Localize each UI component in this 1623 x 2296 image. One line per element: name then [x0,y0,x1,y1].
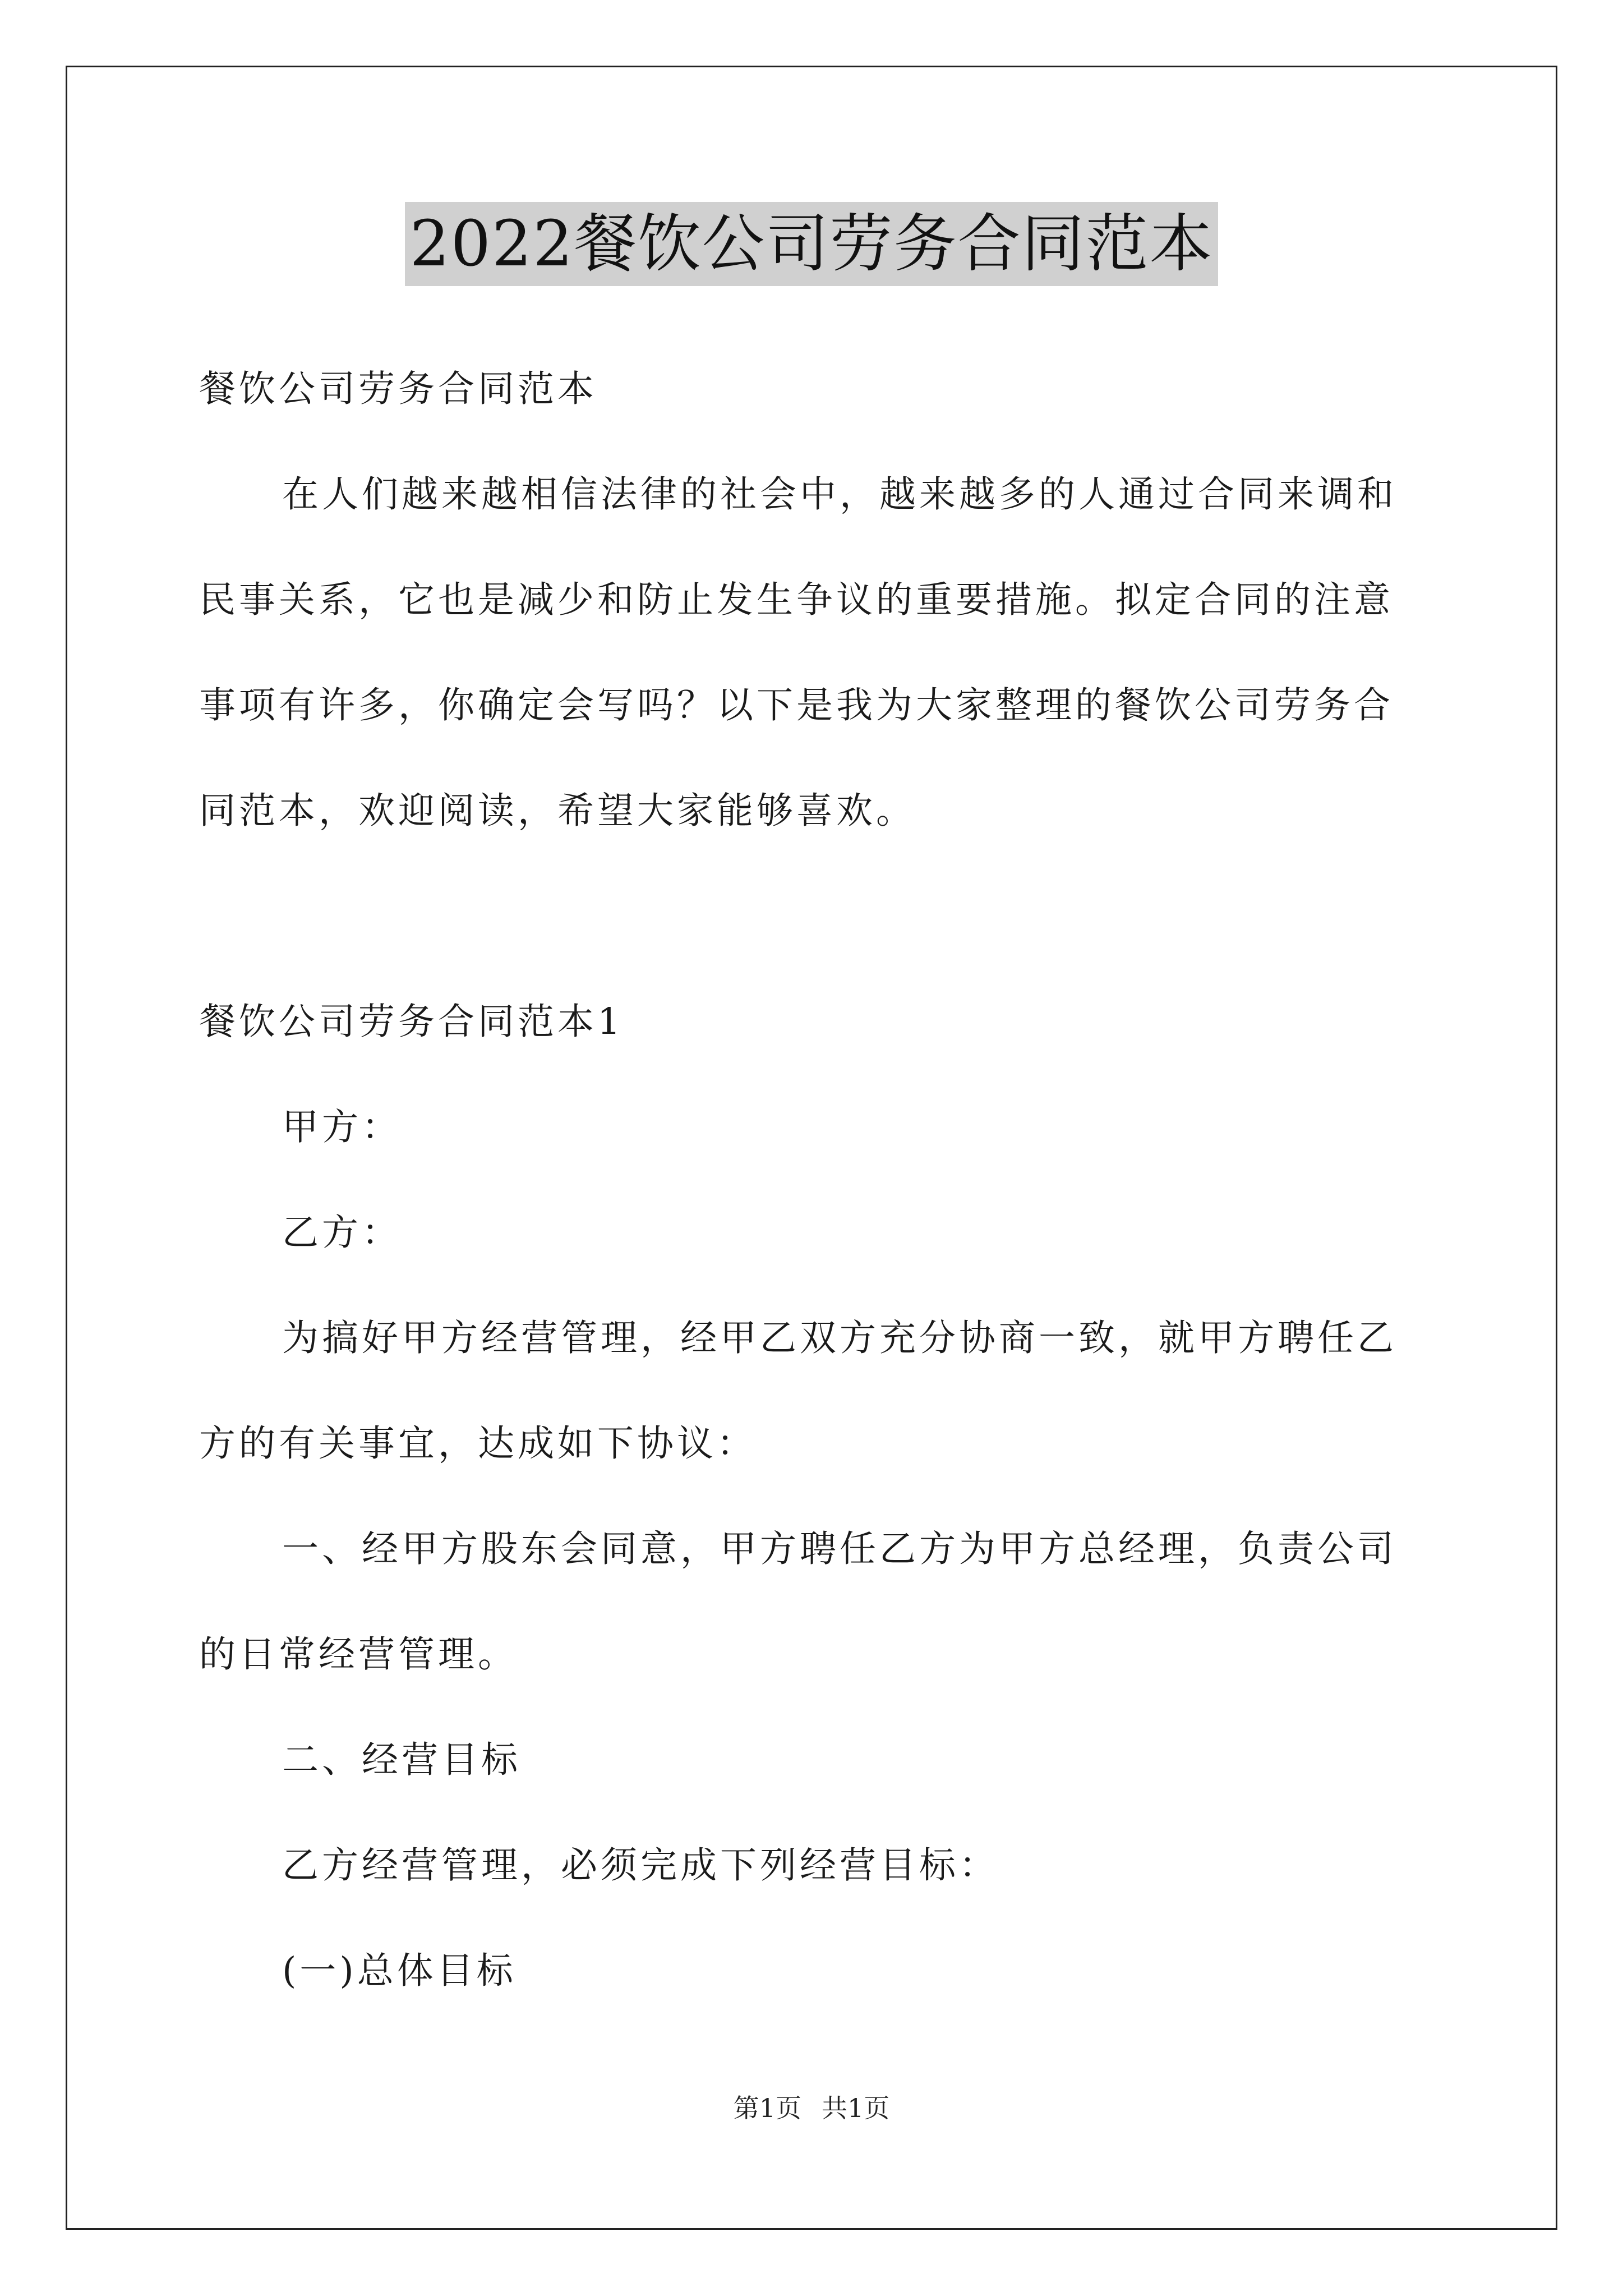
paragraph-line: 在人们越来越相信法律的社会中，越来越多的人通过合同来调和 [282,473,1398,516]
paragraph-line: 方的有关事宜，达成如下协议： [199,1423,757,1465]
sub-clause-heading: (一)总体目标 [282,1950,517,1992]
paragraph-line: 为搞好甲方经营管理，经甲乙双方充分协商一致，就甲方聘任乙 [282,1317,1398,1359]
subtitle-line: 餐饮公司劳务合同范本 [199,368,598,410]
paragraph-line: 民事关系，它也是减少和防止发生争议的重要措施。拟定合同的注意 [199,579,1394,621]
party-a-line: 甲方： [282,1106,402,1148]
section-heading: 餐饮公司劳务合同范本1 [199,1001,624,1043]
document-title: 2022餐饮公司劳务合同范本 [405,202,1218,286]
title-area [0,202,1623,286]
page-number-total: 共1页 [822,2093,890,2123]
clause-line: 的日常经营管理。 [199,1634,518,1676]
paragraph-line: 事项有许多，你确定会写吗？以下是我为大家整理的餐饮公司劳务合 [199,684,1394,726]
paragraph-line: 乙方经营管理，必须完成下列经营目标： [282,1844,999,1887]
clause-heading: 二、经营目标 [282,1739,522,1781]
clause-line: 一、经甲方股东会同意，甲方聘任乙方为甲方总经理，负责公司 [282,1528,1398,1570]
blank-line [199,864,1430,969]
party-b-line: 乙方： [282,1212,402,1254]
paragraph-line: 同范本，欢迎阅读，希望大家能够喜欢。 [199,790,916,832]
page-footer [0,2091,1623,2125]
page-number-current: 第1页 [733,2093,801,2123]
document-body [199,337,1430,2024]
